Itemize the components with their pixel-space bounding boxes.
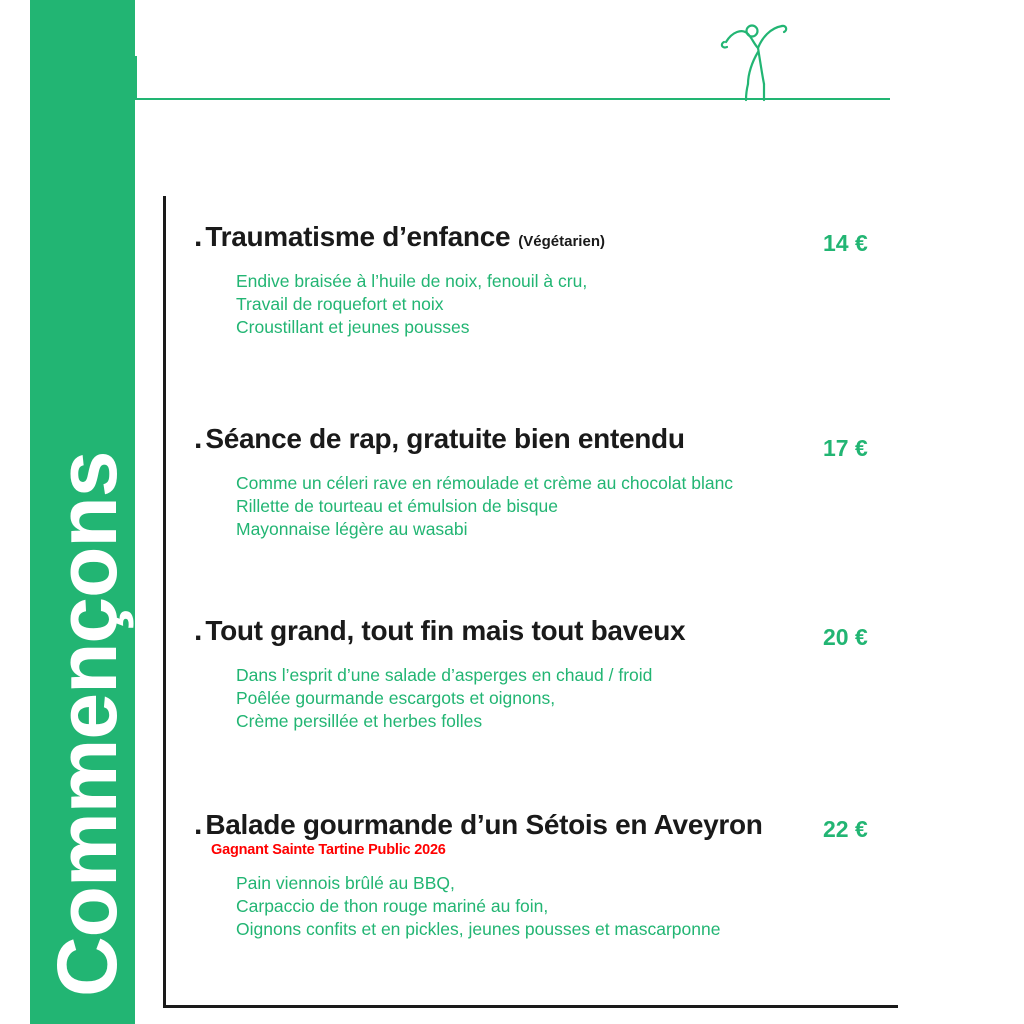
dish-description-line: Carpaccio de thon rouge mariné au foin, bbox=[236, 896, 549, 917]
dish-description-line: Travail de roquefort et noix bbox=[236, 294, 444, 315]
section-title: Commençons bbox=[40, 451, 134, 997]
dish-bullet: . bbox=[194, 808, 203, 841]
left-accent-band bbox=[30, 0, 135, 1024]
dish-list bbox=[163, 196, 923, 1008]
header-rule-tick bbox=[135, 56, 137, 100]
dish-item bbox=[163, 424, 923, 541]
dish-bullet: . bbox=[194, 614, 203, 647]
dancing-person-line-logo bbox=[712, 18, 802, 102]
dish-description-line: Pain viennois brûlé au BBQ, bbox=[236, 873, 455, 893]
dish-header bbox=[163, 810, 923, 840]
dish-header bbox=[163, 616, 923, 646]
dish-title: Traumatisme d’enfance bbox=[205, 221, 511, 252]
dish-description-line: Croustillant et jeunes pousses bbox=[236, 317, 470, 338]
dish-price: 22 € bbox=[823, 816, 868, 842]
dish-title: Séance de rap, gratuite bien entendu bbox=[205, 423, 685, 454]
dish-item bbox=[163, 810, 923, 941]
dish-bullet: . bbox=[194, 220, 203, 253]
dish-price: 17 € bbox=[823, 435, 868, 461]
dish-description bbox=[236, 270, 923, 339]
dish-price: 20 € bbox=[823, 624, 868, 650]
dish-price: 14 € bbox=[823, 230, 868, 256]
dish-description bbox=[236, 872, 923, 941]
dish-description-line: Crème persillée et herbes folles bbox=[236, 711, 483, 732]
dish-header bbox=[163, 222, 923, 252]
dish-description-line: Poêlée gourmande escargots et oignons, bbox=[236, 688, 556, 709]
dish-item bbox=[163, 222, 923, 339]
dish-description-line: Mayonnaise légère au wasabi bbox=[236, 519, 468, 540]
dish-description bbox=[236, 472, 923, 541]
dish-tag: (Végétarien) bbox=[518, 233, 605, 250]
dish-item bbox=[163, 616, 923, 733]
dish-bullet: . bbox=[194, 422, 203, 455]
dish-title: Balade gourmande d’un Sétois en Aveyron bbox=[205, 809, 763, 840]
dish-header bbox=[163, 424, 923, 454]
dish-description bbox=[236, 664, 923, 733]
dish-title: Tout grand, tout fin mais tout baveux bbox=[205, 615, 686, 646]
dish-description-line: Endive braisée à l’huile de noix, fenouil à cru, bbox=[236, 271, 588, 291]
dish-description-line: Dans l’esprit d’une salade d’asperges en chaud / froid bbox=[236, 665, 653, 685]
dish-description-line: Oignons confits et en pickles, jeunes pousses et mascarponne bbox=[236, 919, 721, 940]
dish-description-line: Rillette de tourteau et émulsion de bisque bbox=[236, 496, 559, 517]
dish-award-badge: Gagnant Sainte Tartine Public 2026 bbox=[211, 842, 446, 858]
dish-description-line: Comme un céleri rave en rémoulade et crème au chocolat blanc bbox=[236, 473, 734, 493]
